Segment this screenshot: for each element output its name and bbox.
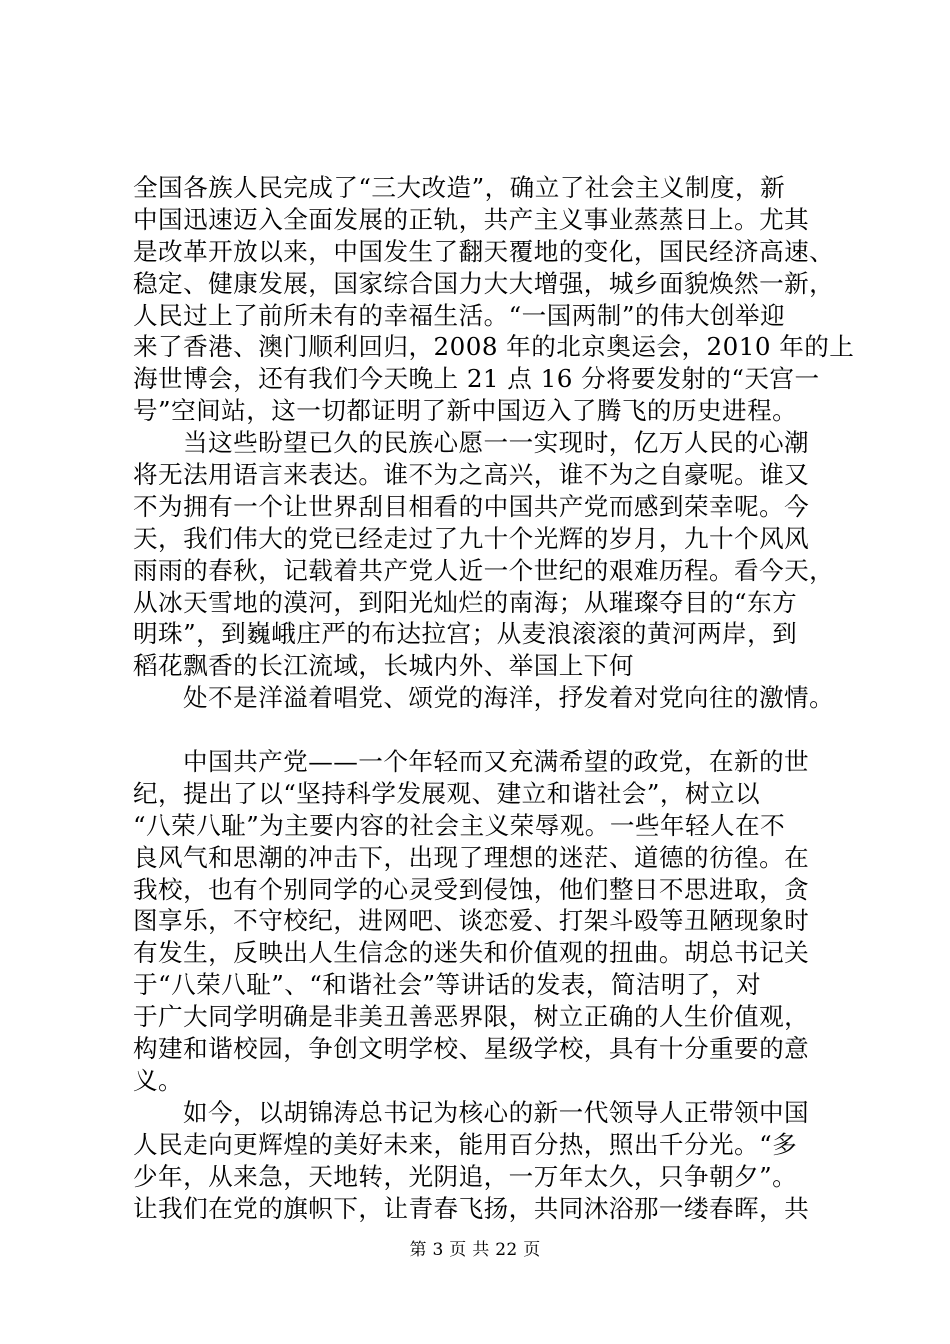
- text-line: 将无法用语言来表达。谁不为之高兴，谁不为之自豪呢。谁又: [133, 460, 810, 490]
- text-line: 纪，提出了以“坚持科学发展观、建立和谐社会”，树立以: [133, 778, 761, 808]
- text-line: 于广大同学明确是非美丑善恶界限，树立正确的人生价值观，: [133, 1002, 810, 1032]
- text-line: 号”空间站，这一切都证明了新中国迈入了腾飞的历史进程。: [133, 396, 798, 426]
- text-line: 中国迅速迈入全面发展的正轨，共产主义事业蒸蒸日上。尤其: [133, 204, 810, 234]
- text-line: 人民过上了前所未有的幸福生活。“一国两制”的伟大创举迎: [133, 300, 786, 330]
- text-line: 来了香港、澳门顺利回归，2008 年的北京奥运会，2010 年的上: [133, 332, 855, 362]
- text-line: 全国各族人民完成了“三大改造”，确立了社会主义制度，新: [133, 173, 786, 202]
- text-line: 良风气和思潮的冲击下，出现了理想的迷茫、道德的彷徨。在: [133, 842, 810, 872]
- text-line: 明珠”，到巍峨庄严的布达拉宫；从麦浪滚滚的黄河两岸，到: [133, 619, 798, 649]
- text-line: 不为拥有一个让世界刮目相看的中国共产党而感到荣幸呢。今: [133, 491, 810, 521]
- text-line: 我校，也有个别同学的心灵受到侵蚀，他们整日不思进取，贪: [133, 874, 810, 904]
- text-line: 稳定、健康发展，国家综合国力大大增强，城乡面貌焕然一新，: [133, 268, 835, 298]
- text-line: 是改革开放以来，中国发生了翻天覆地的变化，国民经济高速、: [133, 236, 835, 266]
- text-line: 人民走向更辉煌的美好未来，能用百分热，照出千分光。“多: [133, 1129, 798, 1159]
- text-line: 少年，从来急，天地转，光阴追，一万年太久，只争朝夕”。: [133, 1161, 798, 1191]
- text-line: 让我们在党的旗帜下，让青春飞扬，共同沐浴那一缕春晖，共: [133, 1193, 810, 1223]
- paragraph-first-line: 中国共产党——一个年轻而又充满希望的政党，在新的世: [183, 747, 810, 777]
- text-line: 图享乐，不守校纪，进网吧、谈恋爱、打架斗殴等丑陋现象时: [133, 906, 810, 936]
- paragraph-spacer: [133, 714, 833, 746]
- text-line: 有发生，反映出人生信念的迷失和价值观的扭曲。胡总书记关: [133, 938, 810, 968]
- text-line: 雨雨的春秋，记载着共产党人近一个世纪的艰难历程。看今天，: [133, 555, 835, 585]
- paragraph-first-line: 处不是洋溢着唱党、颂党的海洋，抒发着对党向往的激情。: [183, 683, 835, 713]
- text-line: 天，我们伟大的党已经走过了九十个光辉的岁月，九十个风风: [133, 523, 810, 553]
- paragraph-first-line: 如今，以胡锦涛总书记为核心的新一代领导人正带领中国: [183, 1097, 810, 1127]
- text-line: 构建和谐校园，争创文明学校、星级学校，具有十分重要的意: [133, 1034, 810, 1064]
- document-body: [133, 172, 855, 1224]
- text-line: 于“八荣八耻”、“和谐社会”等讲话的发表，简洁明了，对: [133, 970, 762, 1000]
- paragraph-first-line: 当这些盼望已久的民族心愿一一实现时，亿万人民的心潮: [183, 428, 810, 458]
- text-line: 从冰天雪地的漠河，到阳光灿烂的南海；从璀璨夺目的“东方: [133, 587, 798, 617]
- page-footer: 第 3 页 共 22 页: [409, 1240, 541, 1260]
- text-line: “八荣八耻”为主要内容的社会主义荣辱观。一些年轻人在不: [133, 810, 786, 840]
- text-line: 义。: [133, 1065, 184, 1095]
- text-line: 海世博会，还有我们今天晚上 21 点 16 分将要发射的“天宫一: [133, 364, 820, 394]
- text-line: 稻花飘香的长江流域，长城内外、举国上下何: [133, 651, 634, 681]
